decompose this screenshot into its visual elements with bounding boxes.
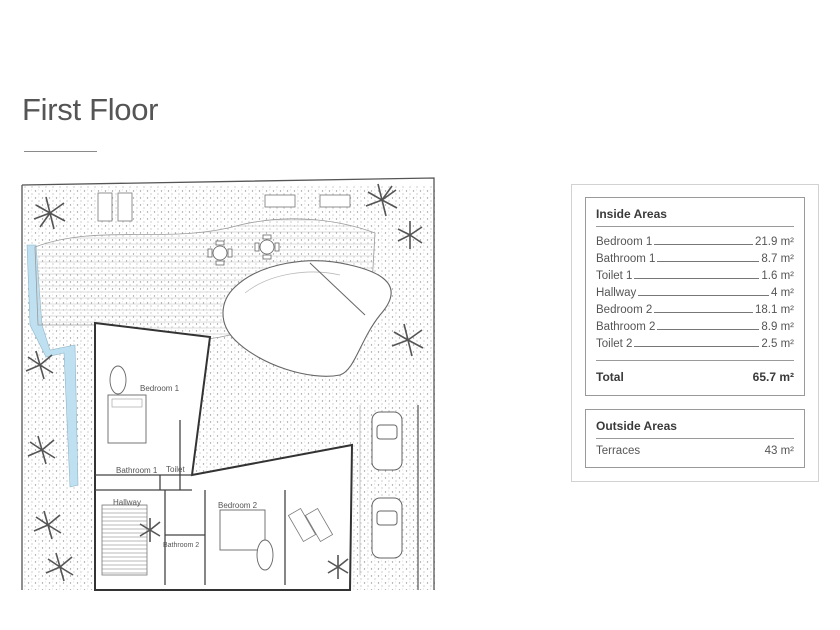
area-row <box>596 285 794 302</box>
area-name: Bedroom 2 <box>596 304 653 316</box>
area-value: 4 m² <box>771 287 794 299</box>
bathtub-2 <box>257 540 273 570</box>
title-underline <box>24 151 97 152</box>
total-row <box>596 360 794 384</box>
area-name: Toilet 1 <box>596 270 633 282</box>
bathtub-1 <box>110 366 126 394</box>
area-value: 2.5 m² <box>761 338 794 350</box>
area-name: Bedroom 1 <box>596 236 653 248</box>
area-value: 1.6 m² <box>761 270 794 282</box>
area-row <box>596 319 794 336</box>
outside-areas-box <box>585 409 805 468</box>
area-row <box>596 234 794 251</box>
area-value: 8.9 m² <box>761 321 794 333</box>
area-value: 8.7 m² <box>761 253 794 265</box>
leader-line <box>654 312 753 313</box>
leader-line <box>638 295 769 296</box>
inside-areas-heading: Inside Areas <box>596 207 794 227</box>
total-value: 65.7 m² <box>752 370 794 384</box>
leader-line <box>634 346 759 347</box>
inside-areas-box <box>585 197 805 396</box>
floor-plan <box>20 175 440 595</box>
label-bedroom-2: Bedroom 2 <box>218 501 258 510</box>
area-row <box>596 336 794 353</box>
area-row <box>596 302 794 319</box>
area-value: 21.9 m² <box>755 236 794 248</box>
area-row <box>596 268 794 285</box>
area-value: 18.1 m² <box>755 304 794 316</box>
label-bedroom-1: Bedroom 1 <box>140 384 180 393</box>
leader-line <box>657 329 759 330</box>
area-name: Bathroom 1 <box>596 253 656 265</box>
page-title: First Floor <box>22 92 159 127</box>
label-bathroom-1: Bathroom 1 <box>116 466 158 475</box>
label-bathroom-2: Bathroom 2 <box>163 542 200 549</box>
area-name: Toilet 2 <box>596 338 633 350</box>
leader-line <box>634 278 759 279</box>
label-toilet: Toilet <box>166 465 185 474</box>
leader-line <box>654 244 753 245</box>
total-label: Total <box>596 370 624 384</box>
leader-line <box>657 261 759 262</box>
area-value: 43 m² <box>764 445 794 457</box>
area-row <box>596 251 794 268</box>
area-row <box>596 445 794 457</box>
stairs <box>102 505 147 575</box>
areas-panel <box>571 184 819 482</box>
car-2 <box>372 498 402 558</box>
outside-areas-heading: Outside Areas <box>596 419 794 439</box>
area-name: Bathroom 2 <box>596 321 656 333</box>
car-1 <box>372 412 402 470</box>
area-name: Hallway <box>596 287 637 299</box>
label-hallway: Hallway <box>113 498 142 507</box>
area-name: Terraces <box>596 445 641 457</box>
